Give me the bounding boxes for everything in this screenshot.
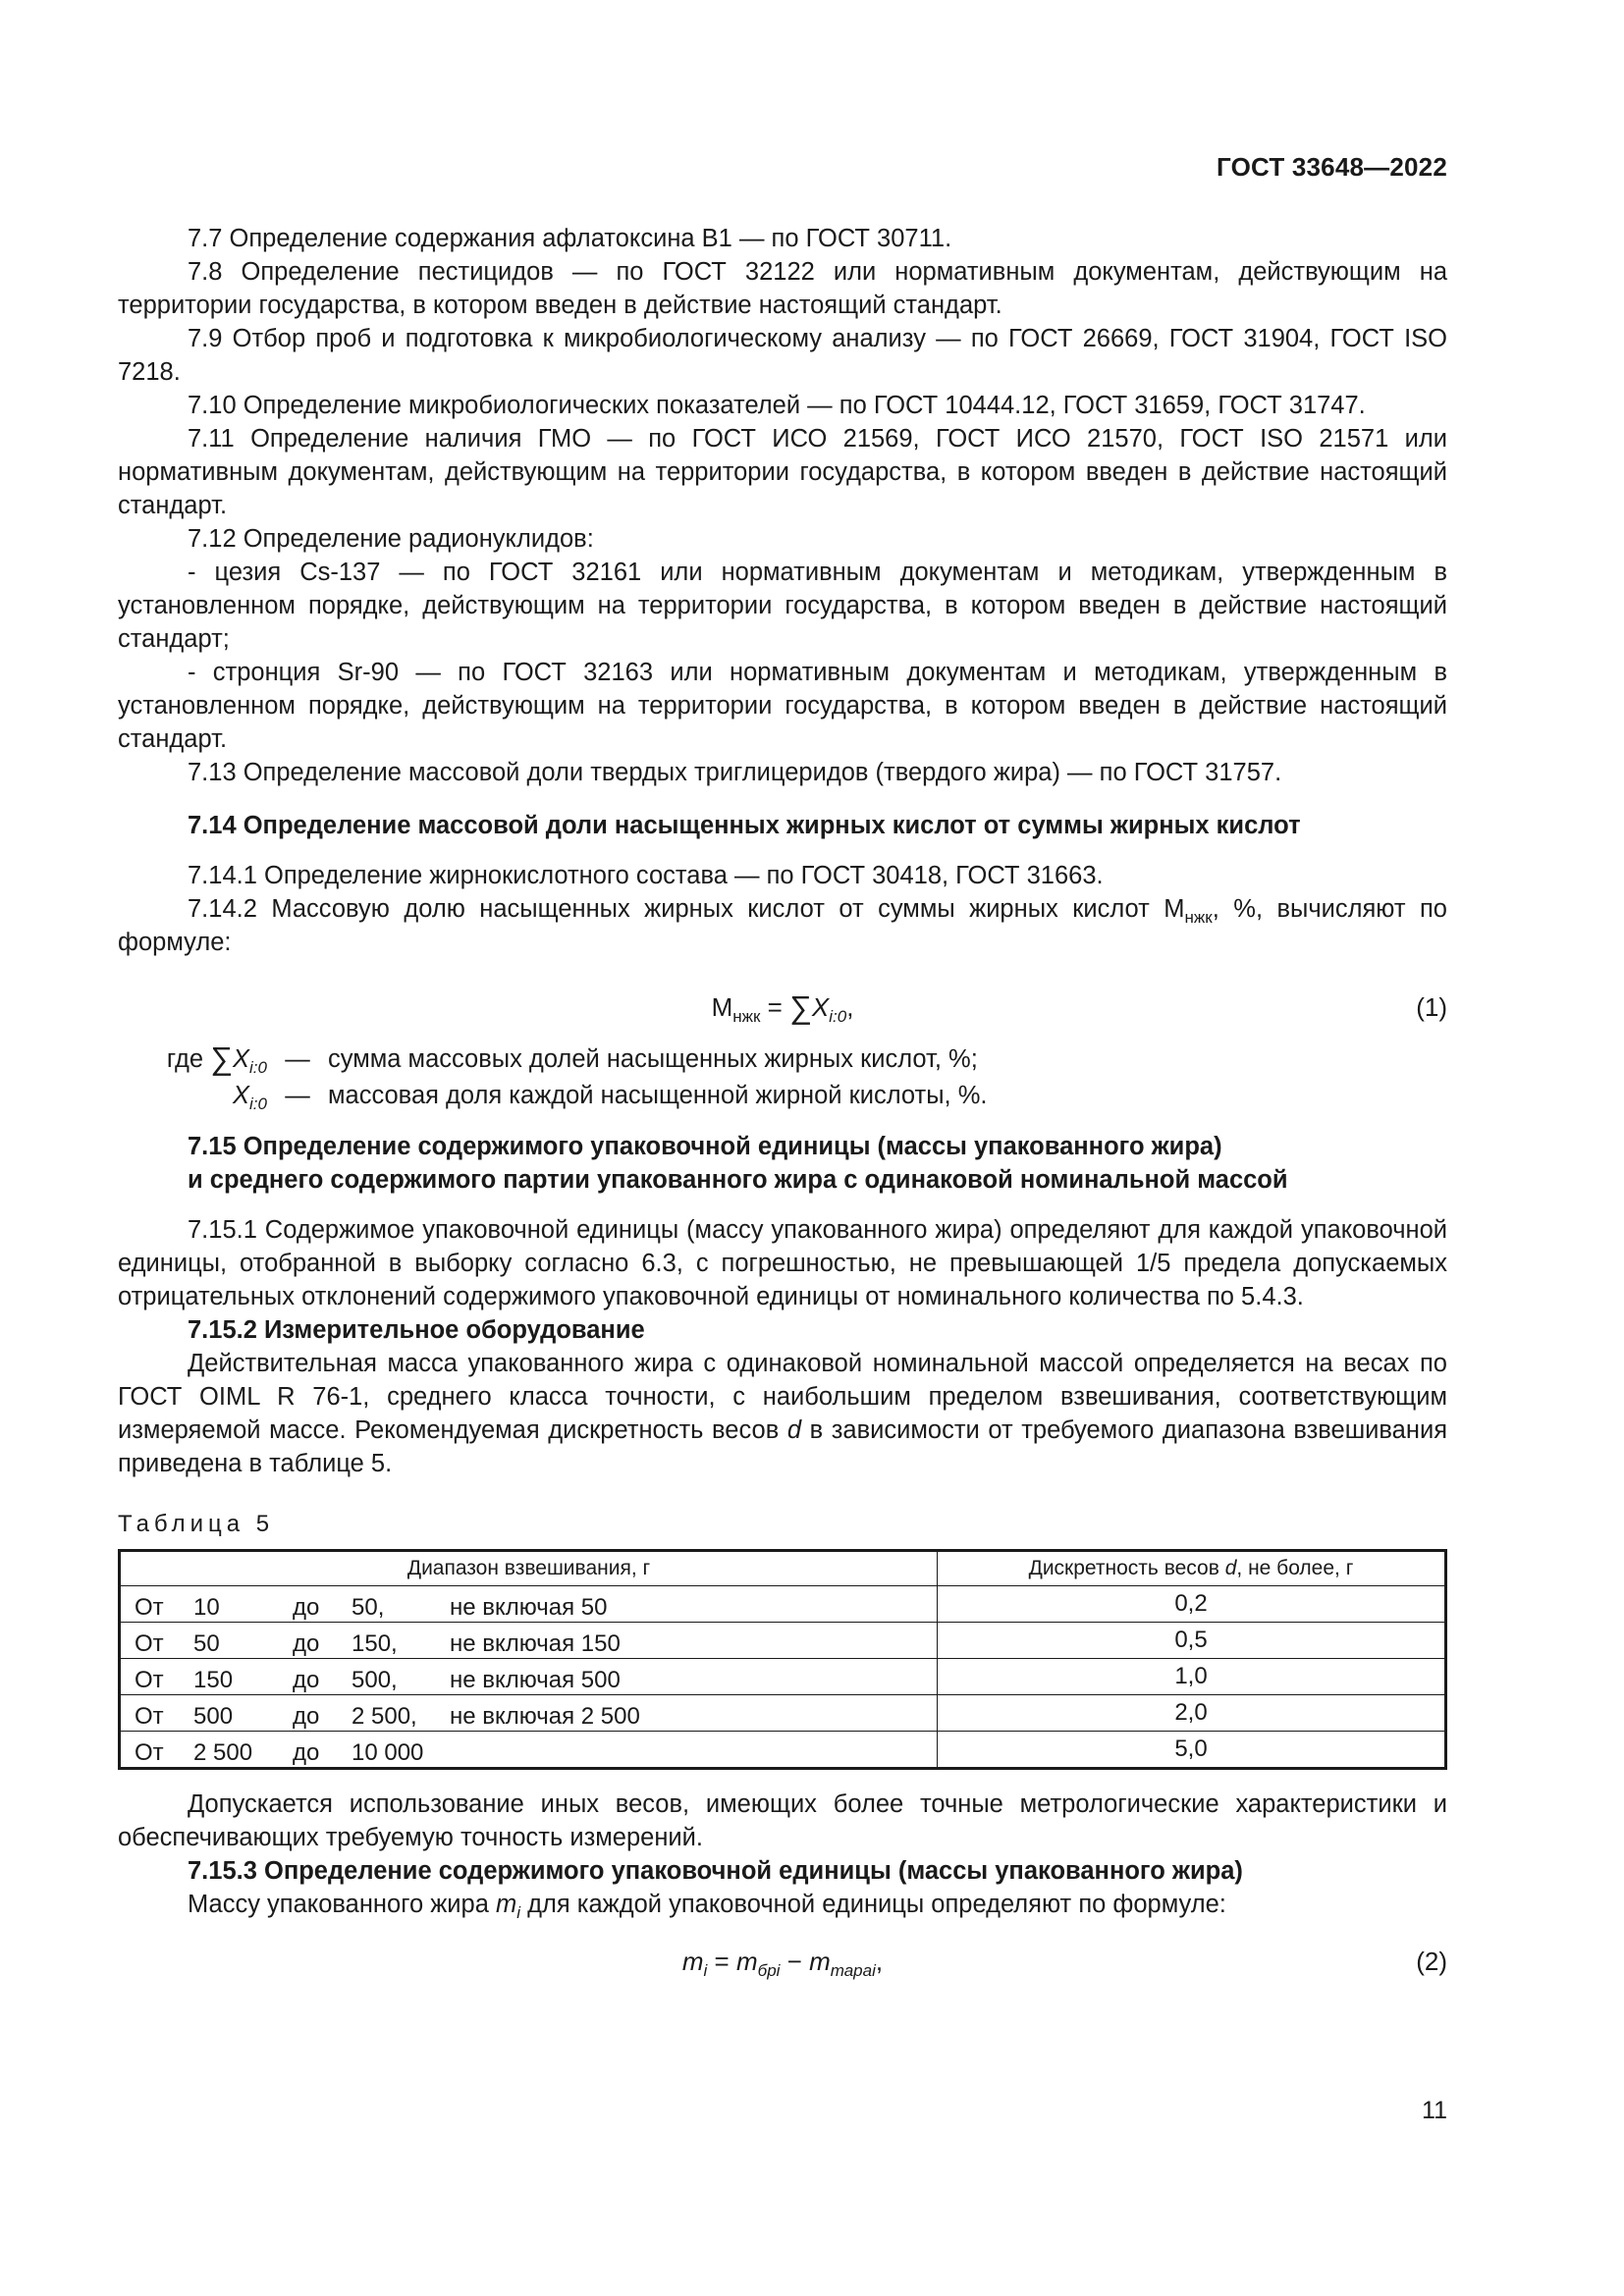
- para-7-14-2-text-b: , %, вычисляют по формуле:: [118, 895, 1447, 956]
- formula-2-term1: m: [735, 1947, 758, 1976]
- range-cell: [120, 1695, 938, 1732]
- discreteness-value: 2,0: [938, 1695, 1446, 1732]
- range-max: 10 000: [352, 1739, 424, 1766]
- header-discreteness: [938, 1551, 1446, 1586]
- discreteness-value: 1,0: [938, 1659, 1446, 1695]
- header-range: Диапазон взвешивания, г: [120, 1551, 938, 1586]
- range-to: до: [293, 1703, 320, 1730]
- header-disc-var: d: [1224, 1557, 1237, 1579]
- discreteness-value: 5,0: [938, 1732, 1446, 1769]
- para-7-11: 7.11 Определение наличия ГМО — по ГОСТ ИСО 21569, ГОСТ ИСО 21570, ГОСТ ISO 21571 или нормативным документам, действующим на территории государства, в котором введен в действие настоящий стандарт.: [118, 425, 1447, 519]
- range-from: От: [135, 1667, 164, 1693]
- para-7-15-2-text-a: Действительная масса упакованного жира с одинаковой номинальной массой определяется на весах по ГОСТ OIML R 76-1, среднего класса точности, с наибольшим пределом взвешивания, соответствующим измеряемой массе. Рекомендуемая дискретность весов: [118, 1350, 1447, 1444]
- formula-1-var: X: [811, 992, 830, 1022]
- para-7-15-3-var: m: [495, 1891, 517, 1918]
- formula-1-tail: ,: [846, 992, 854, 1022]
- formula-2-number: (2): [1416, 1947, 1447, 1976]
- legend-var-sub: [249, 1058, 267, 1077]
- table-row: [120, 1732, 1446, 1769]
- range-cell: [120, 1659, 938, 1695]
- para-7-9: 7.9 Отбор проб и подготовка к микробиологическому анализу — по ГОСТ 26669, ГОСТ 31904, ГОСТ ISO 7218.: [118, 325, 1447, 386]
- table-row: [120, 1659, 1446, 1695]
- formula-2-lhs: m: [681, 1947, 704, 1976]
- range-to: до: [293, 1667, 320, 1693]
- para-7-14-2: [118, 892, 1447, 959]
- formula-2-eq: =: [707, 1947, 736, 1976]
- formula-1-var-sub: [829, 1007, 846, 1026]
- legend-symbol: [118, 1041, 267, 1076]
- legend-dash: —: [285, 1082, 310, 1109]
- header-disc-text-b: , не более, г: [1236, 1557, 1354, 1579]
- para-7-14-1: 7.14.1 Определение жирнокислотного состава — по ГОСТ 30418, ГОСТ 31663.: [188, 862, 1104, 889]
- para-7-12-cesium: - цезия Cs-137 — по ГОСТ 32161 или нормативным документам и методикам, утвержденным в установленном порядке, действующим на территории государства, в котором введен в действие настоящий стандарт;: [118, 559, 1447, 653]
- para-7-15-2: [118, 1347, 1447, 1480]
- para-7-14-2-text-a: 7.14.2 Массовую долю насыщенных жирных кислот от суммы жирных кислот M: [188, 895, 1185, 923]
- range-from: От: [135, 1630, 164, 1657]
- legend-symbol: [118, 1079, 267, 1112]
- para-7-15-2-text-b: в зависимости от требуемого диапазона взвешивания приведена в таблице 5.: [118, 1416, 1447, 1477]
- sigma-symbol: ∑: [210, 1041, 234, 1076]
- formula-2-term1-sub: [758, 1961, 781, 1980]
- sigma-symbol: ∑: [789, 989, 812, 1025]
- discreteness-value: 0,2: [938, 1586, 1446, 1623]
- standard-header: ГОСТ 33648—2022: [1217, 152, 1447, 182]
- formula-1-number: (1): [1416, 992, 1447, 1022]
- para-7-14-2-sub: нжк: [1184, 908, 1213, 927]
- range-max: 500,: [352, 1667, 398, 1693]
- heading-7-15-2: 7.15.2 Измерительное оборудование: [188, 1316, 645, 1344]
- range-min: 500: [193, 1703, 234, 1730]
- range-to: до: [293, 1594, 320, 1621]
- range-min: 2 500: [193, 1739, 253, 1766]
- formula-1-eq: =: [760, 992, 790, 1022]
- range-max: 50,: [352, 1594, 385, 1621]
- formula-2-lhs-sub-text: i: [703, 1961, 708, 1980]
- legend-row: [118, 1079, 1447, 1116]
- para-7-12: 7.12 Определение радионуклидов:: [188, 525, 594, 553]
- range-max: 150,: [352, 1630, 398, 1657]
- para-7-15-3-text-a: Массу упакованного жира: [188, 1891, 496, 1918]
- table-row: [120, 1586, 1446, 1623]
- discreteness-value: 0,5: [938, 1623, 1446, 1659]
- range-cell: [120, 1586, 938, 1623]
- formula-1-lhs: M: [711, 992, 733, 1022]
- range-exclusion: не включая 2 500: [450, 1703, 640, 1730]
- para-7-13: 7.13 Определение массовой доли твердых триглицеридов (твердого жира) — по ГОСТ 31757.: [188, 759, 1282, 786]
- para-7-8: 7.8 Определение пестицидов — по ГОСТ 32122 или нормативным документам, действующим на территории государства, в котором введен в действие настоящий стандарт.: [118, 258, 1447, 319]
- document-body: [118, 222, 1447, 1994]
- para-7-15-3: [118, 1888, 1447, 1921]
- legend-var: X: [233, 1045, 250, 1073]
- formula-2-term1-sub-text: брi: [757, 1961, 781, 1980]
- table-row: [120, 1623, 1446, 1659]
- formula-2: [118, 1937, 1447, 1984]
- formula-2-minus: −: [780, 1947, 810, 1976]
- range-max: 2 500,: [352, 1703, 417, 1730]
- range-from: От: [135, 1739, 164, 1766]
- table-row: [120, 1695, 1446, 1732]
- para-7-15-3-text-b: для каждой упаковочной единицы определяют по формуле:: [520, 1891, 1226, 1918]
- weighing-table: [118, 1549, 1447, 1770]
- range-from: От: [135, 1703, 164, 1730]
- legend-var-sub-text: i:0: [249, 1095, 267, 1113]
- legend-text: массовая доля каждой насыщенной жирной кислоты, %.: [328, 1082, 988, 1109]
- legend-dash: —: [285, 1045, 310, 1073]
- legend-prefix: где: [166, 1045, 211, 1073]
- range-exclusion: не включая 150: [450, 1630, 621, 1657]
- legend-text: сумма массовых долей насыщенных жирных кислот, %;: [328, 1045, 978, 1073]
- range-cell: [120, 1732, 938, 1769]
- formula-2-term2: m: [809, 1947, 831, 1976]
- heading-7-15-line2: и среднего содержимого партии упакованного жира с одинаковой номинальной массой: [188, 1166, 1288, 1194]
- para-after-table: Допускается использование иных весов, имеющих более точные метрологические характеристики и обеспечивающих требуемую точность измерений.: [118, 1790, 1447, 1851]
- para-7-7: 7.7 Определение содержания афлатоксина В1 — по ГОСТ 30711.: [188, 225, 952, 252]
- para-7-15-1: 7.15.1 Содержимое упаковочной единицы (массу упакованного жира) определяют для каждой упаковочной единицы, отобранной в выборку согласно 6.3, с погрешностью, не превышающей 1/5 предела допускаемых отрицательных отклонений содержимого упаковочной единицы от номинального количества по 5.4.3.: [118, 1216, 1447, 1310]
- header-disc-text-a: Дискретность весов: [1028, 1557, 1225, 1579]
- formula-2-expression: [118, 1945, 1447, 1978]
- range-from: От: [135, 1594, 164, 1621]
- heading-7-14: 7.14 Определение массовой доли насыщенных жирных кислот от суммы жирных кислот: [188, 812, 1301, 839]
- heading-7-15-line1: 7.15 Определение содержимого упаковочной единицы (массы упакованного жира): [188, 1133, 1222, 1160]
- legend-var-sub: [249, 1095, 267, 1113]
- para-7-15-3-sub-text: i: [516, 1903, 520, 1922]
- page-number: 11: [1422, 2097, 1447, 2124]
- range-min: 150: [193, 1667, 234, 1693]
- legend-var-sub-text: i:0: [249, 1058, 267, 1077]
- legend-row: [118, 1041, 1447, 1079]
- range-min: 50: [193, 1630, 220, 1657]
- heading-7-15-3: 7.15.3 Определение содержимого упаковочной единицы (массы упакованного жира): [188, 1857, 1243, 1885]
- para-7-15-2-var: d: [786, 1416, 802, 1444]
- formula-1: [118, 983, 1447, 1032]
- formula-2-term2-sub-text: тараi: [830, 1961, 876, 1980]
- range-cell: [120, 1623, 938, 1659]
- formula-1-expression: [118, 990, 1447, 1024]
- range-to: до: [293, 1739, 320, 1766]
- range-exclusion: не включая 500: [450, 1667, 621, 1693]
- formula-1-legend: [118, 1041, 1447, 1116]
- range-to: до: [293, 1630, 320, 1657]
- range-min: 10: [193, 1594, 220, 1621]
- formula-2-term2-sub: [831, 1961, 876, 1980]
- para-7-10: 7.10 Определение микробиологических показателей — по ГОСТ 10444.12, ГОСТ 31659, ГОСТ 31747.: [188, 392, 1366, 419]
- para-7-12-strontium: - стронция Sr-90 — по ГОСТ 32163 или нормативным документам и методикам, утвержденным в установленном порядке, действующим на территории государства, в котором введен в действие настоящий стандарт.: [118, 659, 1447, 753]
- formula-1-var-sub-text: i:0: [829, 1007, 847, 1026]
- formula-2-tail: ,: [875, 1947, 884, 1976]
- range-exclusion: не включая 50: [450, 1594, 608, 1621]
- formula-1-lhs-sub: нжк: [732, 1007, 761, 1026]
- legend-var: X: [233, 1082, 250, 1109]
- table-label: Таблица 5: [118, 1511, 275, 1537]
- table-header-row: [120, 1551, 1446, 1586]
